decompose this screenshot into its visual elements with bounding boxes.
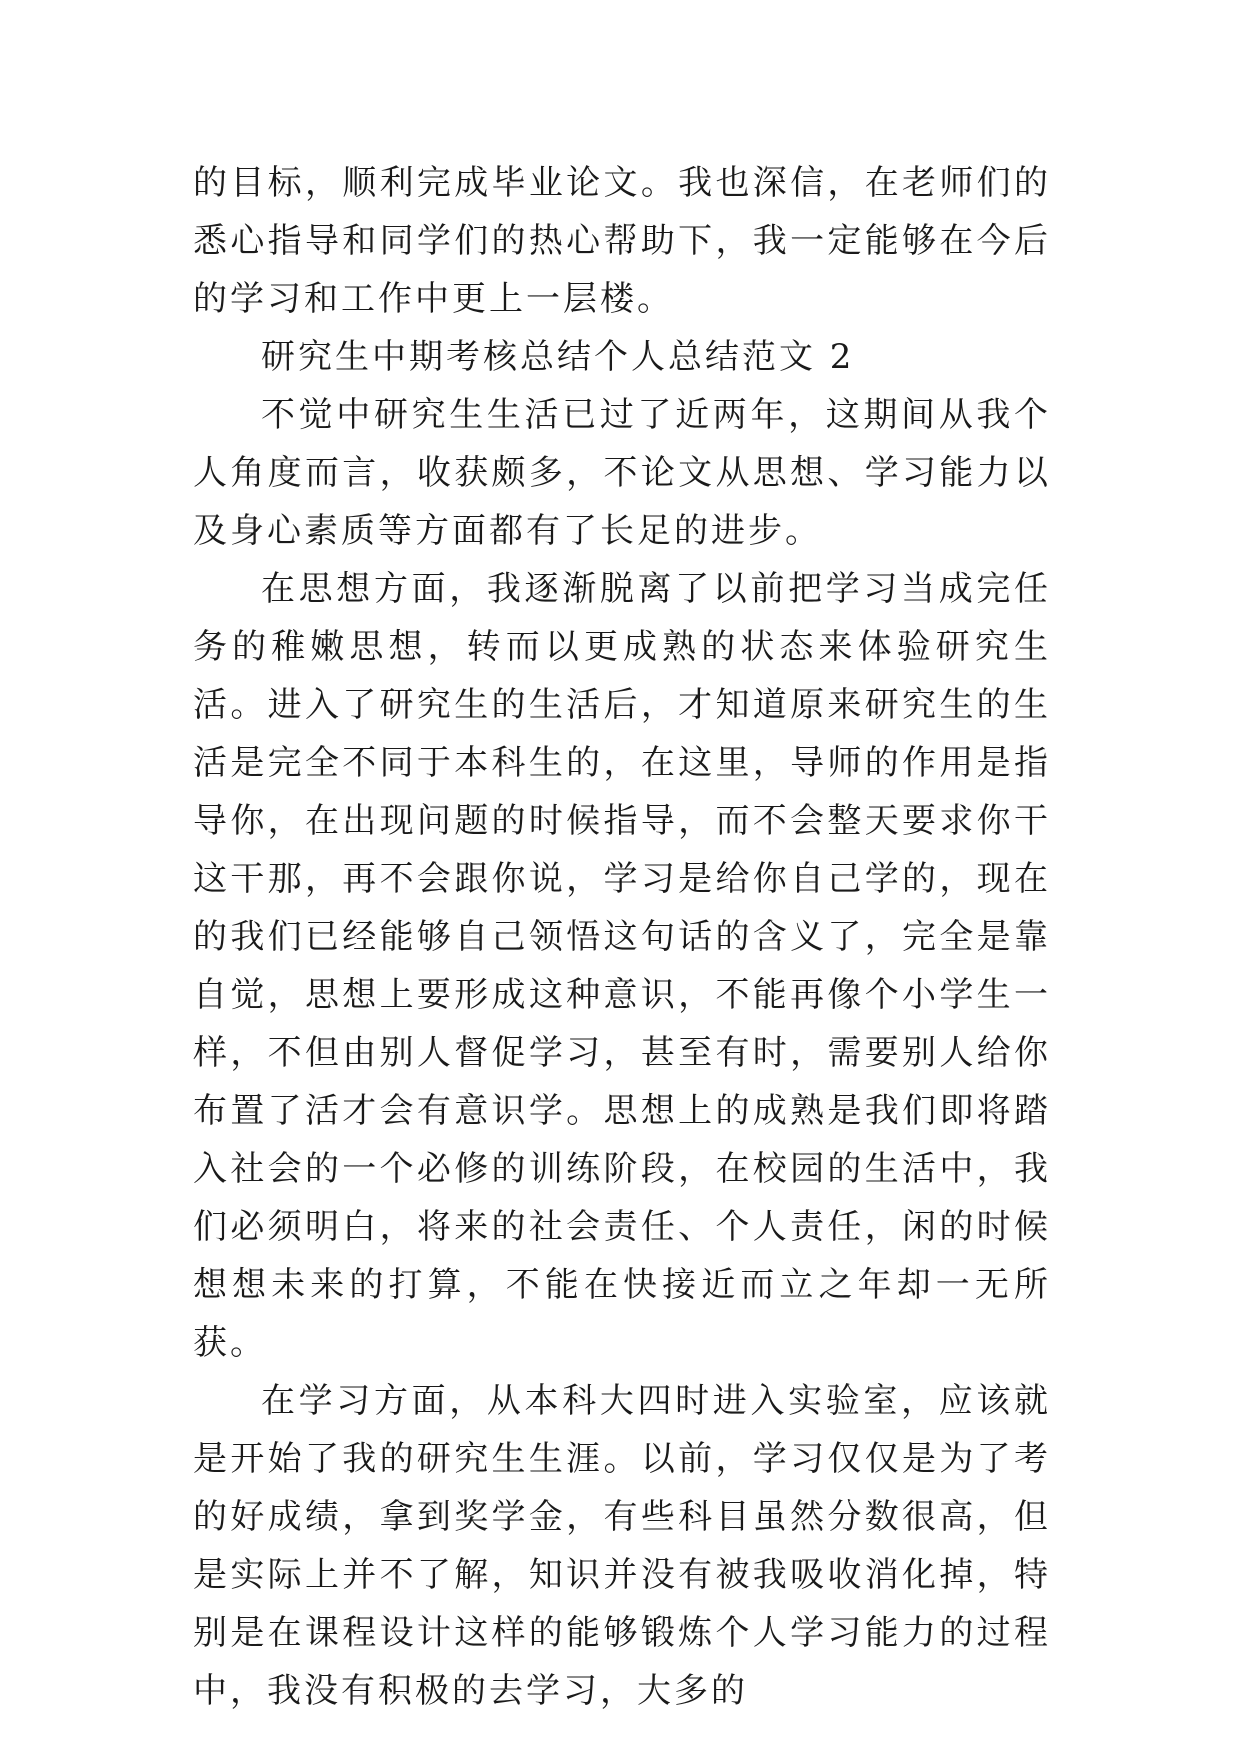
paragraph-continued: 的目标，顺利完成毕业论文。我也深信，在老师们的悉心指导和同学们的热心帮助下，我一定能够在今后的学习和工作中更上一层楼。 bbox=[193, 163, 1051, 319]
paragraph-study: 在学习方面，从本科大四时进入实验室，应该就是开始了我的研究生生涯。以前，学习仅仅是为了考的好成绩，拿到奖学金，有些科目虽然分数很高，但是实际上并不了解，知识并没有被我吸收消化掉，特别是在课程设计这样的能够锻炼个人学习能力的过程中，我没有积极的去学习，大多的 bbox=[193, 1381, 1051, 1711]
document-body bbox=[193, 154, 1051, 1720]
paragraph-thought: 在思想方面，我逐渐脱离了以前把学习当成完任务的稚嫩思想，转而以更成熟的状态来体验研究生活。进入了研究生的生活后，才知道原来研究生的生活是完全不同于本科生的，在这里，导师的作用是指导你，在出现问题的时候指导，而不会整天要求你干这干那，再不会跟你说，学习是给你自己学的，现在的我们已经能够自己领悟这句话的含义了，完全是靠自觉，思想上要形成这种意识，不能再像个小学生一样，不但由别人督促学习，甚至有时，需要别人给你布置了活才会有意识学。思想上的成熟是我们即将踏入社会的一个必修的训练阶段，在校园的生活中，我们必须明白，将来的社会责任、个人责任，闲的时候想想未来的打算，不能在快接近而立之年却一无所获。 bbox=[193, 569, 1051, 1363]
section-heading: 研究生中期考核总结个人总结范文 2 bbox=[261, 337, 855, 377]
paragraph-intro: 不觉中研究生生活已过了近两年，这期间从我个人角度而言，收获颇多，不论文从思想、学习能力以及身心素质等方面都有了长足的进步。 bbox=[193, 395, 1051, 551]
